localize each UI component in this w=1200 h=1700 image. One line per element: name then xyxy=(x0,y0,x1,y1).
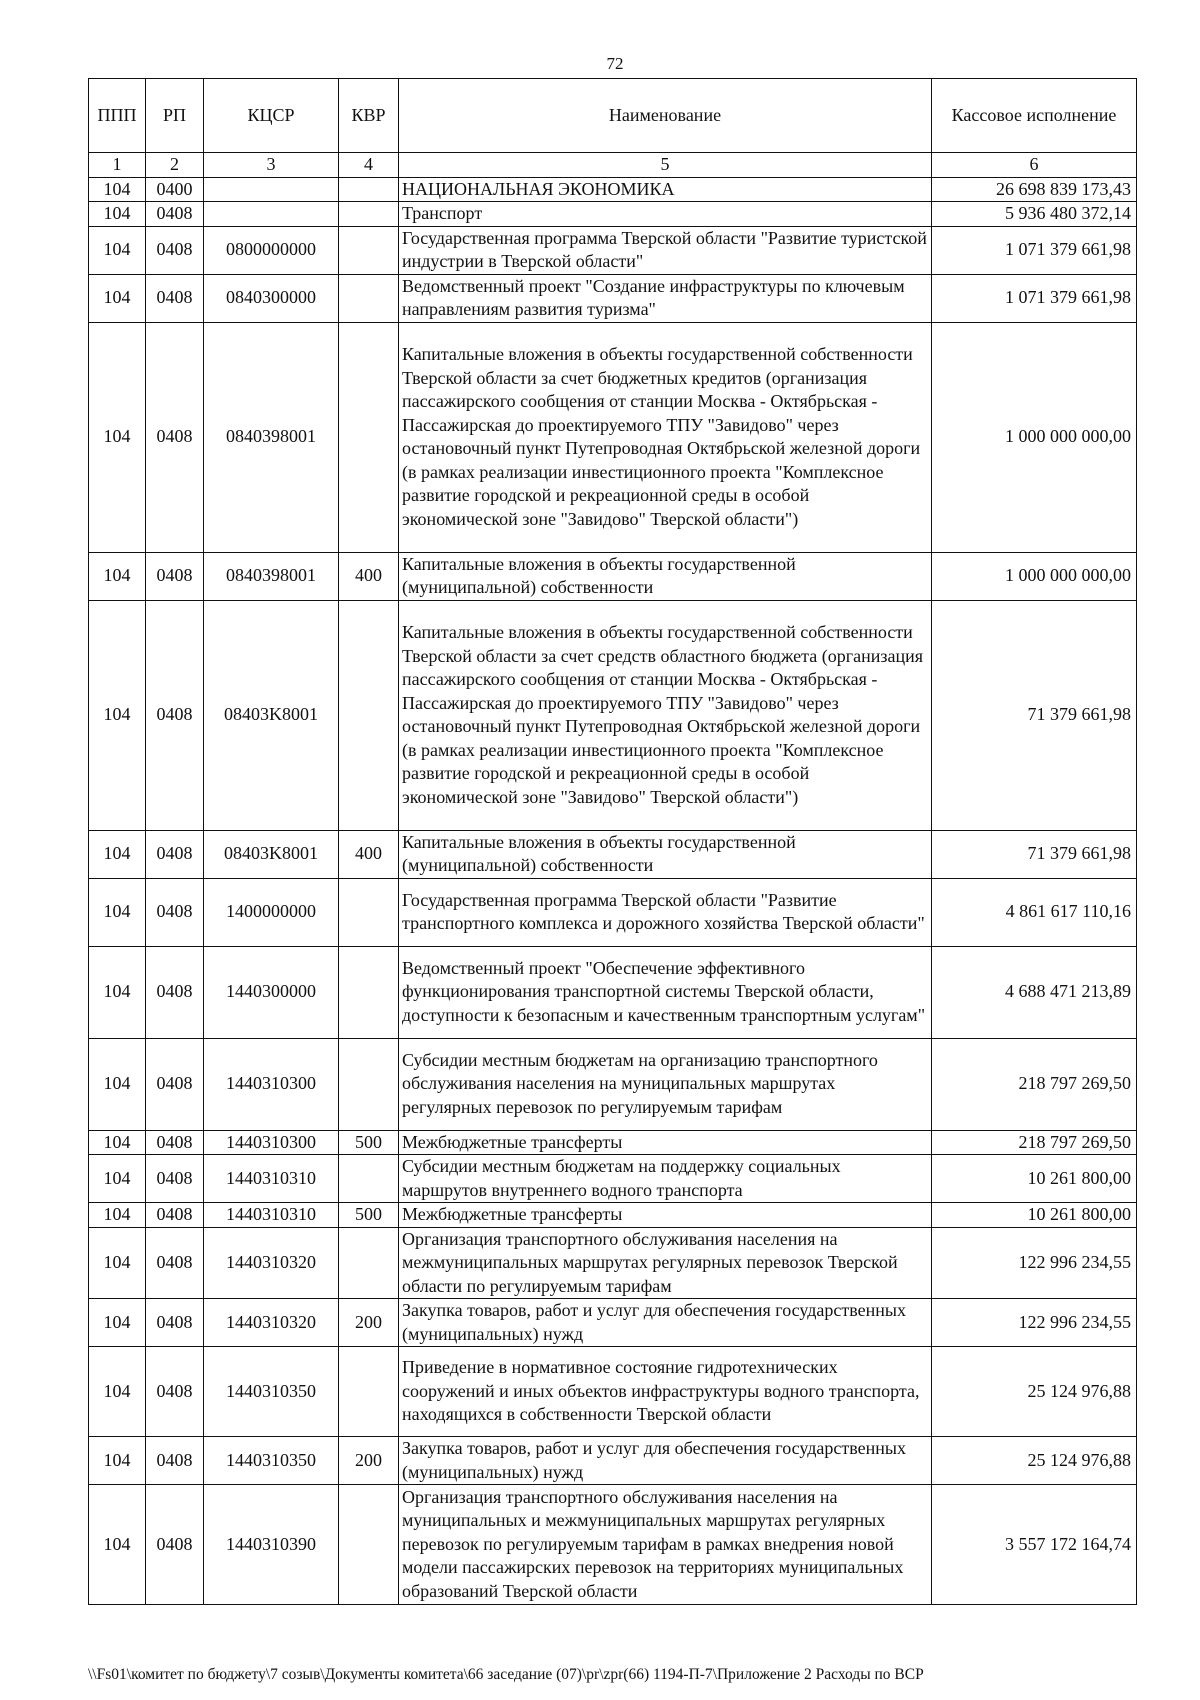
cell-ppp: 104 xyxy=(89,177,146,202)
table-row xyxy=(89,600,1137,830)
cell-ppp: 104 xyxy=(89,552,146,600)
cell-rp: 0400 xyxy=(146,177,204,202)
cell-rp: 0408 xyxy=(146,202,204,227)
cell-kcsr: 0840300000 xyxy=(204,274,339,322)
column-number: 4 xyxy=(339,153,399,178)
cell-kvr xyxy=(339,177,399,202)
cell-kvr xyxy=(339,1227,399,1299)
cell-kvr xyxy=(339,226,399,274)
footer-path: \\Fs01\комитет по бюджету\7 созыв\Документы комитета\66 заседание (07)\pr\zpr(66) 1194-П-7\Приложение 2 Расходы по ВСР xyxy=(88,1666,924,1683)
cell-amount: 1 000 000 000,00 xyxy=(932,322,1137,552)
cell-ppp: 104 xyxy=(89,600,146,830)
table-row xyxy=(89,1347,1137,1437)
cell-rp: 0408 xyxy=(146,1485,204,1605)
cell-kvr: 400 xyxy=(339,552,399,600)
cell-amount: 218 797 269,50 xyxy=(932,1130,1137,1155)
cell-kcsr: 1440310310 xyxy=(204,1155,339,1203)
column-number-row xyxy=(89,153,1137,178)
cell-amount: 25 124 976,88 xyxy=(932,1347,1137,1437)
cell-kcsr: 1440310300 xyxy=(204,1038,339,1130)
cell-rp: 0408 xyxy=(146,600,204,830)
cell-kcsr xyxy=(204,202,339,227)
cell-amount: 10 261 800,00 xyxy=(932,1203,1137,1228)
cell-kcsr: 0840398001 xyxy=(204,552,339,600)
header-ppp: ППП xyxy=(89,79,146,153)
cell-amount: 71 379 661,98 xyxy=(932,600,1137,830)
header-name: Наименование xyxy=(399,79,932,153)
cell-rp: 0408 xyxy=(146,1347,204,1437)
cell-kcsr: 08403K8001 xyxy=(204,600,339,830)
cell-rp: 0408 xyxy=(146,322,204,552)
table-row xyxy=(89,878,1137,946)
header-rp: РП xyxy=(146,79,204,153)
header-row xyxy=(89,79,1137,153)
cell-kvr xyxy=(339,1038,399,1130)
cell-ppp: 104 xyxy=(89,1203,146,1228)
cell-name: Приведение в нормативное состояние гидротехнических сооружений и иных объектов инфраструктуры водного транспорта, находящихся в собственности Тверской области xyxy=(399,1347,932,1437)
cell-kcsr: 1440310390 xyxy=(204,1485,339,1605)
cell-kvr xyxy=(339,274,399,322)
table-row xyxy=(89,177,1137,202)
cell-rp: 0408 xyxy=(146,274,204,322)
cell-amount: 122 996 234,55 xyxy=(932,1299,1137,1347)
header-kvr: КВР xyxy=(339,79,399,153)
cell-kvr: 500 xyxy=(339,1130,399,1155)
cell-kvr xyxy=(339,202,399,227)
cell-amount: 25 124 976,88 xyxy=(932,1437,1137,1485)
table-row xyxy=(89,1038,1137,1130)
cell-rp: 0408 xyxy=(146,1155,204,1203)
cell-kcsr: 1440310350 xyxy=(204,1347,339,1437)
cell-name: Государственная программа Тверской области "Развитие туристской индустрии в Тверской области" xyxy=(399,226,932,274)
header-amount: Кассовое исполнение xyxy=(932,79,1137,153)
table-row xyxy=(89,1299,1137,1347)
table-row xyxy=(89,322,1137,552)
table-row xyxy=(89,1485,1137,1605)
cell-ppp: 104 xyxy=(89,946,146,1038)
cell-ppp: 104 xyxy=(89,1038,146,1130)
cell-rp: 0408 xyxy=(146,1437,204,1485)
cell-amount: 1 071 379 661,98 xyxy=(932,226,1137,274)
cell-rp: 0408 xyxy=(146,830,204,878)
cell-kvr: 200 xyxy=(339,1299,399,1347)
table-row xyxy=(89,274,1137,322)
cell-rp: 0408 xyxy=(146,1299,204,1347)
cell-ppp: 104 xyxy=(89,878,146,946)
cell-kvr xyxy=(339,946,399,1038)
cell-kvr: 200 xyxy=(339,1437,399,1485)
cell-kcsr: 1440310350 xyxy=(204,1437,339,1485)
cell-name: Закупка товаров, работ и услуг для обеспечения государственных (муниципальных) нужд xyxy=(399,1299,932,1347)
cell-name: НАЦИОНАЛЬНАЯ ЭКОНОМИКА xyxy=(399,177,932,202)
cell-name: Закупка товаров, работ и услуг для обеспечения государственных (муниципальных) нужд xyxy=(399,1437,932,1485)
budget-table xyxy=(88,78,1137,1605)
cell-kvr xyxy=(339,878,399,946)
cell-name: Капитальные вложения в объекты государственной собственности Тверской области за счет средств областного бюджета (организация пассажирского сообщения от станции Москва - Октябрьская - Пассажирская до проектируемого ТПУ "Завидово" через остановочный пункт Путепроводная Октябрьской железной дороги (в рамках реализации инвестиционного проекта "Комплексное развитие городской и рекреационной среды в особой экономической зоне "Завидово" Тверской области") xyxy=(399,600,932,830)
cell-kvr xyxy=(339,322,399,552)
cell-name: Ведомственный проект "Обеспечение эффективного функционирования транспортной системы Тверской области, доступности к безопасным и качественным транспортным услугам" xyxy=(399,946,932,1038)
cell-amount: 4 688 471 213,89 xyxy=(932,946,1137,1038)
cell-amount: 26 698 839 173,43 xyxy=(932,177,1137,202)
cell-kcsr: 0800000000 xyxy=(204,226,339,274)
table-row xyxy=(89,946,1137,1038)
table-row xyxy=(89,830,1137,878)
table-row xyxy=(89,1203,1137,1228)
page-number: 72 xyxy=(606,54,624,73)
cell-name: Капитальные вложения в объекты государственной собственности Тверской области за счет бюджетных кредитов (организация пассажирского сообщения от станции Москва - Октябрьская - Пассажирская до проектируемого ТПУ "Завидово" через остановочный пункт Путепроводная Октябрьской железной дороги (в рамках реализации инвестиционного проекта "Комплексное развитие городской и рекреационной среды в особой экономической зоне "Завидово" Тверской области") xyxy=(399,322,932,552)
column-number: 1 xyxy=(89,153,146,178)
table-row xyxy=(89,1437,1137,1485)
cell-name: Транспорт xyxy=(399,202,932,227)
table-row xyxy=(89,1130,1137,1155)
cell-kcsr: 1440310320 xyxy=(204,1299,339,1347)
cell-kvr xyxy=(339,600,399,830)
cell-amount: 1 000 000 000,00 xyxy=(932,552,1137,600)
cell-ppp: 104 xyxy=(89,202,146,227)
cell-rp: 0408 xyxy=(146,552,204,600)
column-number: 3 xyxy=(204,153,339,178)
cell-kcsr: 1440310310 xyxy=(204,1203,339,1228)
cell-rp: 0408 xyxy=(146,946,204,1038)
cell-name: Капитальные вложения в объекты государственной (муниципальной) собственности xyxy=(399,552,932,600)
cell-name: Межбюджетные трансферты xyxy=(399,1203,932,1228)
cell-ppp: 104 xyxy=(89,1485,146,1605)
cell-name: Межбюджетные трансферты xyxy=(399,1130,932,1155)
table-body xyxy=(89,177,1137,1605)
cell-name: Капитальные вложения в объекты государственной (муниципальной) собственности xyxy=(399,830,932,878)
cell-name: Государственная программа Тверской области "Развитие транспортного комплекса и дорожного хозяйства Тверской области" xyxy=(399,878,932,946)
cell-kcsr: 08403K8001 xyxy=(204,830,339,878)
cell-name: Субсидии местным бюджетам на организацию транспортного обслуживания населения на муниципальных маршрутах регулярных перевозок по регулируемым тарифам xyxy=(399,1038,932,1130)
cell-kcsr: 1440310300 xyxy=(204,1130,339,1155)
cell-ppp: 104 xyxy=(89,1299,146,1347)
cell-rp: 0408 xyxy=(146,878,204,946)
cell-rp: 0408 xyxy=(146,1130,204,1155)
column-number: 6 xyxy=(932,153,1137,178)
cell-ppp: 104 xyxy=(89,1130,146,1155)
cell-kcsr: 1440310320 xyxy=(204,1227,339,1299)
cell-amount: 4 861 617 110,16 xyxy=(932,878,1137,946)
table-row xyxy=(89,1227,1137,1299)
cell-rp: 0408 xyxy=(146,1203,204,1228)
cell-rp: 0408 xyxy=(146,1227,204,1299)
cell-kvr: 500 xyxy=(339,1203,399,1228)
cell-ppp: 104 xyxy=(89,1347,146,1437)
cell-amount: 5 936 480 372,14 xyxy=(932,202,1137,227)
cell-kvr xyxy=(339,1155,399,1203)
cell-rp: 0408 xyxy=(146,1038,204,1130)
cell-amount: 71 379 661,98 xyxy=(932,830,1137,878)
table-row xyxy=(89,552,1137,600)
table-row xyxy=(89,202,1137,227)
cell-amount: 122 996 234,55 xyxy=(932,1227,1137,1299)
cell-kvr xyxy=(339,1485,399,1605)
cell-ppp: 104 xyxy=(89,830,146,878)
table-row xyxy=(89,226,1137,274)
cell-name: Субсидии местным бюджетам на поддержку социальных маршрутов внутреннего водного транспорта xyxy=(399,1155,932,1203)
cell-kvr xyxy=(339,1347,399,1437)
cell-name: Организация транспортного обслуживания населения на муниципальных и межмуниципальных маршрутах регулярных перевозок по регулируемым тарифам в рамках внедрения новой модели пассажирских перевозок на территориях муниципальных образований Тверской области xyxy=(399,1485,932,1605)
column-number: 2 xyxy=(146,153,204,178)
cell-kcsr: 0840398001 xyxy=(204,322,339,552)
cell-kcsr: 1440300000 xyxy=(204,946,339,1038)
cell-ppp: 104 xyxy=(89,274,146,322)
cell-name: Организация транспортного обслуживания населения на межмуниципальных маршрутах регулярных перевозок Тверской области по регулируемым тарифам xyxy=(399,1227,932,1299)
cell-kcsr xyxy=(204,177,339,202)
cell-kvr: 400 xyxy=(339,830,399,878)
column-number: 5 xyxy=(399,153,932,178)
cell-amount: 1 071 379 661,98 xyxy=(932,274,1137,322)
cell-ppp: 104 xyxy=(89,1437,146,1485)
cell-kcsr: 1400000000 xyxy=(204,878,339,946)
header-kcsr: КЦСР xyxy=(204,79,339,153)
cell-name: Ведомственный проект "Создание инфраструктуры по ключевым направлениям развития туризма" xyxy=(399,274,932,322)
cell-amount: 3 557 172 164,74 xyxy=(932,1485,1137,1605)
cell-ppp: 104 xyxy=(89,1155,146,1203)
cell-amount: 218 797 269,50 xyxy=(932,1038,1137,1130)
cell-rp: 0408 xyxy=(146,226,204,274)
cell-ppp: 104 xyxy=(89,226,146,274)
table-row xyxy=(89,1155,1137,1203)
cell-amount: 10 261 800,00 xyxy=(932,1155,1137,1203)
cell-ppp: 104 xyxy=(89,322,146,552)
cell-ppp: 104 xyxy=(89,1227,146,1299)
